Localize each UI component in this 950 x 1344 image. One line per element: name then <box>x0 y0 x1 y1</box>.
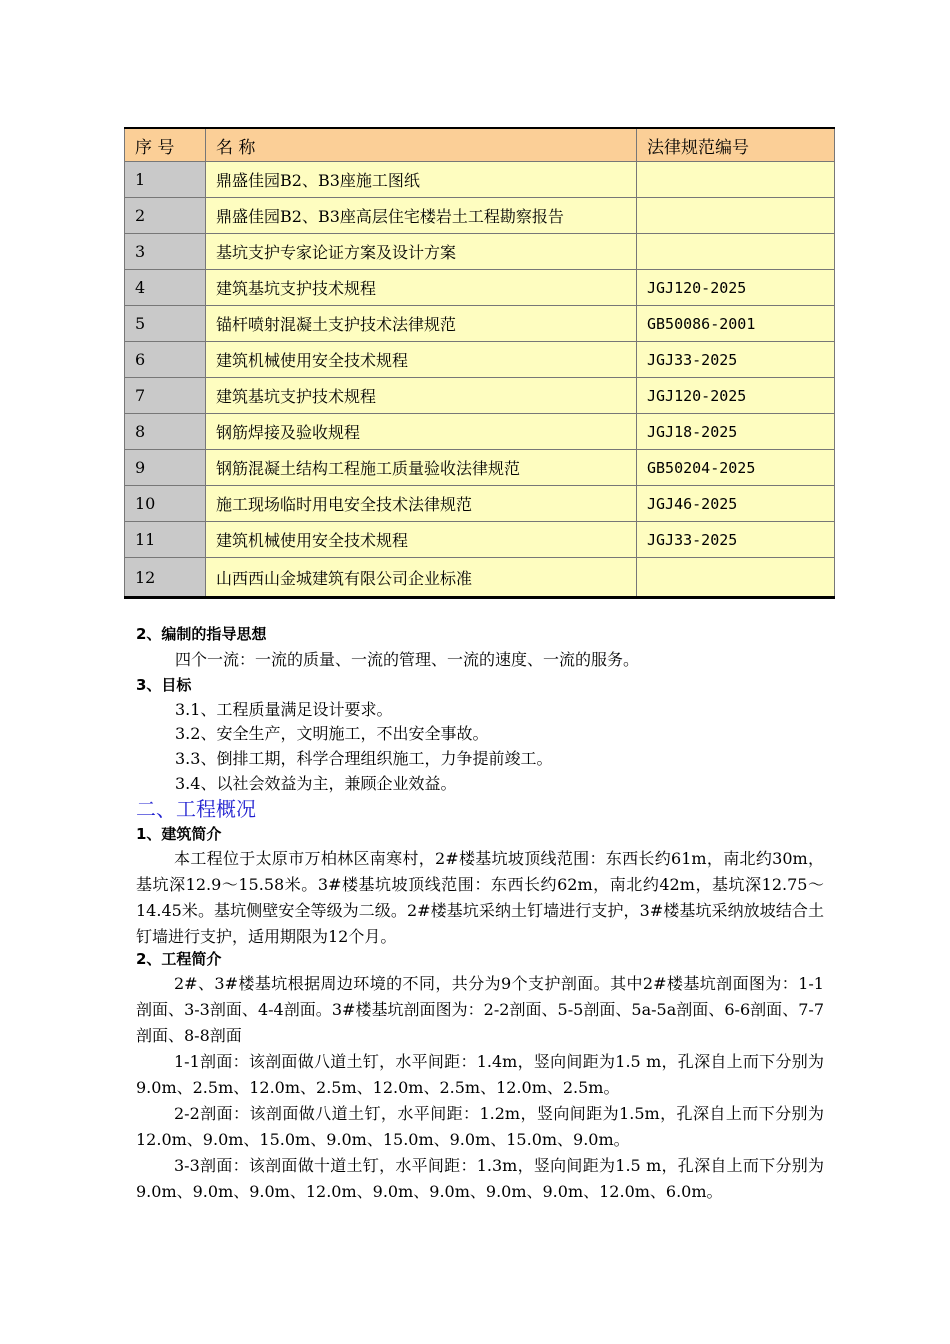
guiding-text: 四个一流：一流的质量、一流的管理、一流的速度、一流的服务。 <box>175 650 640 669</box>
row-number: 7 <box>125 378 206 414</box>
row-name: 鼎盛佳园B2、B3座施工图纸 <box>206 162 637 198</box>
row-code: JGJ33-2025 <box>637 342 835 378</box>
row-name: 锚杆喷射混凝土支护技术法律规范 <box>206 306 637 342</box>
row-number: 12 <box>125 558 206 598</box>
section-3-3-depths: 9.0m、9.0m、9.0m、12.0m、9.0m、9.0m、9.0m、9.0m、12.0m、6.0m。 <box>136 1182 723 1201</box>
section-title: 二、工程概况 <box>136 797 256 821</box>
header-name: 名 称 <box>206 128 637 162</box>
goals-heading: 3、目标 <box>136 676 192 694</box>
row-name: 建筑机械使用安全技术规程 <box>206 342 637 378</box>
table-row <box>125 486 835 522</box>
row-code <box>637 558 835 598</box>
row-code: GB50204-2025 <box>637 450 835 486</box>
row-name: 山西西山金城建筑有限公司企业标准 <box>206 558 637 598</box>
building-paragraph: 本工程位于太原市万柏林区南寒村，2#楼基坑坡顶线范围：东西长约61m，南北约30m，基坑深12.9～15.58米。3#楼基坑坡顶线范围：东西长约62m，南北约42m，基坑深12.75～14.45米。基坑侧壁安全等级为二级。2#楼基坑采纳土钉墙进行支护，3#楼基坑采纳放坡结合土钉墙进行支护，适用期限为12个月。 <box>136 849 824 946</box>
goal-item: 3.1、工程质量满足设计要求。 <box>175 700 393 719</box>
row-name: 建筑基坑支护技术规程 <box>206 270 637 306</box>
row-number: 4 <box>125 270 206 306</box>
row-code: JGJ18-2025 <box>637 414 835 450</box>
table-header-row <box>125 128 835 162</box>
table-row <box>125 522 835 558</box>
goal-item: 3.2、安全生产，文明施工，不出安全事故。 <box>175 724 489 743</box>
header-number: 序 号 <box>125 128 206 162</box>
building-text-block <box>136 846 824 950</box>
project-paragraph: 2#、3#楼基坑根据周边环境的不同，共分为9个支护剖面。其中2#楼基坑剖面图为：1-1剖面、3-3剖面、4-4剖面。3#楼基坑剖面图为：2-2剖面、5-5剖面、5a-5a剖面、6-6剖面、7-7剖面、8-8剖面 <box>136 974 824 1045</box>
table-row <box>125 234 835 270</box>
table-row <box>125 162 835 198</box>
goal-item: 3.3、倒排工期，科学合理组织施工，力争提前竣工。 <box>175 749 553 768</box>
row-name: 钢筋焊接及验收规程 <box>206 414 637 450</box>
row-number: 8 <box>125 414 206 450</box>
table-row <box>125 414 835 450</box>
row-number: 5 <box>125 306 206 342</box>
goal-item: 3.4、以社会效益为主，兼顾企业效益。 <box>175 774 457 793</box>
row-number: 11 <box>125 522 206 558</box>
row-name: 鼎盛佳园B2、B3座高层住宅楼岩土工程勘察报告 <box>206 198 637 234</box>
row-code: GB50086-2001 <box>637 306 835 342</box>
building-heading: 1、建筑简介 <box>136 825 222 843</box>
row-number: 3 <box>125 234 206 270</box>
row-name: 建筑基坑支护技术规程 <box>206 378 637 414</box>
header-code: 法律规范编号 <box>637 128 835 162</box>
project-text-block <box>136 971 824 1205</box>
row-number: 1 <box>125 162 206 198</box>
table-row <box>125 198 835 234</box>
row-code <box>637 234 835 270</box>
row-number: 9 <box>125 450 206 486</box>
row-name: 钢筋混凝土结构工程施工质量验收法律规范 <box>206 450 637 486</box>
table-row <box>125 450 835 486</box>
table-row <box>125 270 835 306</box>
section-1-1-paragraph: 1-1剖面：该剖面做八道土钉，水平间距：1.4m，竖向间距为1.5 m，孔深自上而下分别为9.0m、2.5m、12.0m、2.5m、12.0m、2.5m、12.0m、2.5m。 <box>136 1052 824 1097</box>
guiding-heading: 2、编制的指导思想 <box>136 625 267 643</box>
project-heading: 2、工程简介 <box>136 950 222 968</box>
table-row <box>125 378 835 414</box>
row-code: JGJ46-2025 <box>637 486 835 522</box>
table-row <box>125 342 835 378</box>
row-name: 基坑支护专家论证方案及设计方案 <box>206 234 637 270</box>
row-name: 施工现场临时用电安全技术法律规范 <box>206 486 637 522</box>
row-code <box>637 198 835 234</box>
row-name: 建筑机械使用安全技术规程 <box>206 522 637 558</box>
row-code: JGJ33-2025 <box>637 522 835 558</box>
row-code: JGJ120-2025 <box>637 270 835 306</box>
row-number: 2 <box>125 198 206 234</box>
row-number: 10 <box>125 486 206 522</box>
row-code: JGJ120-2025 <box>637 378 835 414</box>
table-row <box>125 306 835 342</box>
standards-table <box>124 127 835 599</box>
table-row <box>125 558 835 598</box>
row-number: 6 <box>125 342 206 378</box>
section-2-2-paragraph: 2-2剖面：该剖面做八道土钉，水平间距：1.2m，竖向间距为1.5m，孔深自上而下分别为12.0m、9.0m、15.0m、9.0m、15.0m、9.0m、15.0m、9.0m。 <box>136 1104 824 1149</box>
row-code <box>637 162 835 198</box>
section-3-3-paragraph: 3-3剖面：该剖面做十道土钉，水平间距：1.3m，竖向间距为1.5 m，孔深自上而下分别为 <box>174 1156 824 1175</box>
